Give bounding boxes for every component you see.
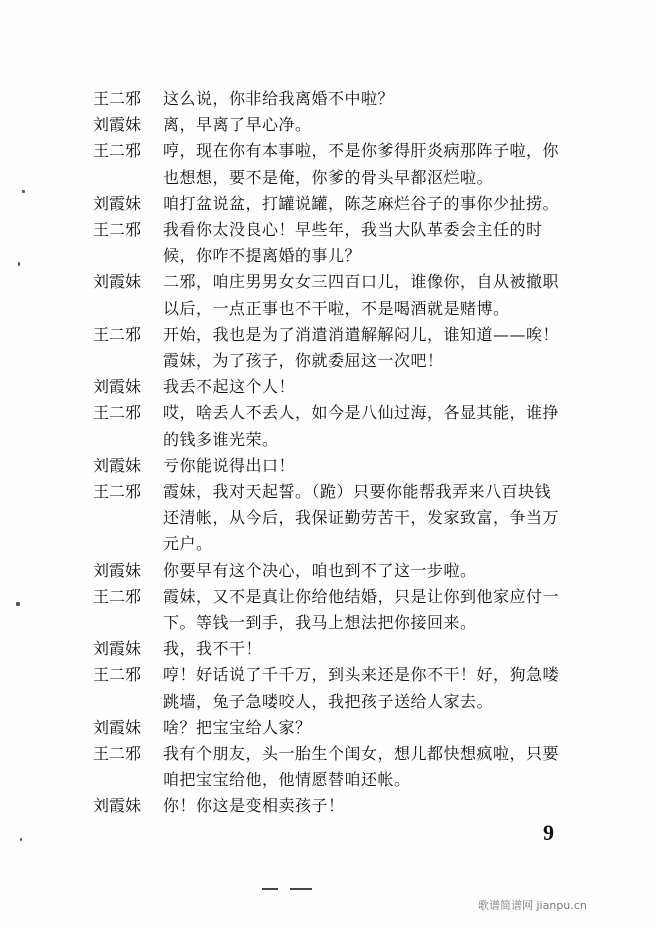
speaker-name: 王二邪 (93, 324, 142, 344)
speaker-name: 王二邪 (93, 220, 142, 240)
speech-text: 哎，啥丢人不丢人，如今是八仙过海，各显其能，谁挣 的钱多谁光荣。 (163, 403, 560, 449)
speech-text: 开始，我也是为了消遣消遣解解闷儿，谁知道——唉！ 霞妹，为了孩子，你就委屈这一次吧！ (163, 324, 560, 371)
scan-speck (22, 190, 25, 193)
scan-speck (16, 602, 20, 606)
speaker-name: 王二邪 (93, 89, 142, 108)
speech-text: 啥？把宝宝给人家？ (163, 717, 312, 737)
speaker-name: 刘霞妹 (93, 272, 142, 292)
speech-text: 哼，现在你有本事啦，不是你爹得肝炎病那阵子啦，你 也想想，要不是俺，你爹的骨头早都沤烂啦。 (163, 141, 560, 187)
speech-text: 我，我不干！ (163, 639, 263, 659)
speech-text: 亏你能说得出口！ (163, 455, 296, 475)
scan-speck (18, 262, 20, 266)
speech-text: 离，早离了早心净。 (163, 115, 312, 135)
speaker-name: 刘霞妹 (93, 560, 142, 580)
dialogue-line (93, 793, 593, 819)
dialogue-line (93, 217, 593, 269)
dialogue-line (93, 479, 593, 558)
speech-text: 你！你这是变相卖孩子！ (163, 796, 345, 816)
scan-speck (20, 838, 22, 841)
footer-dash (262, 888, 278, 890)
speech-text: 我看你太没良心！早些年，我当大队革委会主任的时 候，你咋不提离婚的事儿？ (163, 220, 543, 266)
dialogue-line (93, 86, 593, 112)
footer-dash (290, 888, 312, 890)
speaker-name: 刘霞妹 (93, 377, 142, 397)
dialogue-line (93, 453, 593, 479)
dialogue-line (93, 374, 593, 400)
speaker-name: 刘霞妹 (93, 639, 142, 659)
speaker-name: 王二邪 (93, 141, 142, 161)
speech-text: 二邪，咱庄男男女女三四百口儿，谁像你，自从被撤职 以后，一点正事也不干啦，不是喝酒就是赌博。 (163, 272, 560, 318)
dialogue-line (93, 191, 593, 217)
speaker-name: 王二邪 (93, 665, 142, 685)
dialogue-block (93, 86, 593, 820)
speaker-name: 刘霞妹 (93, 455, 142, 475)
speech-text: 我有个朋友，头一胎生个闺女，想儿都快想疯啦，只要 咱把宝宝给他，他情愿替咱还帐。 (163, 744, 560, 790)
speech-text: 这么说，你非给我离婚不中啦？ (163, 89, 395, 108)
speaker-name: 王二邪 (93, 403, 142, 423)
dialogue-line (93, 112, 593, 138)
speaker-name: 刘霞妹 (93, 717, 142, 737)
watermark: 歌谱简谱网 jianpu.cn (478, 899, 587, 912)
speech-text: 霞妹，又不是真让你给他结婚，只是让你到他家应付一 下。等钱一到手，我马上想法把你接回来。 (163, 586, 560, 633)
dialogue-line (93, 636, 593, 662)
speech-text: 我丢不起这个人！ (163, 377, 296, 397)
dialogue-line (93, 584, 593, 636)
speech-text: 你要早有这个决心，咱也到不了这一步啦。 (163, 560, 477, 580)
speech-text: 哼！好话说了千千万，到头来还是你不干！好，狗急喽 跳墙，兔子急喽咬人，我把孩子送给人家去。 (163, 665, 560, 711)
dialogue-line (93, 400, 593, 452)
dialogue-line (93, 662, 593, 714)
dialogue-line (93, 715, 593, 741)
speaker-name: 刘霞妹 (93, 193, 142, 213)
page-number: 9 (543, 820, 554, 845)
dialogue-line (93, 269, 593, 321)
speech-text: 咱打盆说盆，打罐说罐，陈芝麻烂谷子的事你少扯捞。 (163, 193, 560, 213)
dialogue-line (93, 741, 593, 793)
dialogue-line (93, 322, 593, 374)
speaker-name: 刘霞妹 (93, 115, 142, 135)
speech-text: 霞妹，我对天起誓。（跪）只要你能帮我弄来八百块钱 还清帐，从今后，我保证勤劳苦干，发家致富，争当万 元户。 (163, 482, 560, 554)
dialogue-line (93, 138, 593, 190)
speaker-name: 王二邪 (93, 744, 142, 764)
speaker-name: 王二邪 (93, 586, 142, 606)
speaker-name: 王二邪 (93, 482, 142, 502)
speaker-name: 刘霞妹 (93, 796, 142, 816)
dialogue-line (93, 558, 593, 584)
